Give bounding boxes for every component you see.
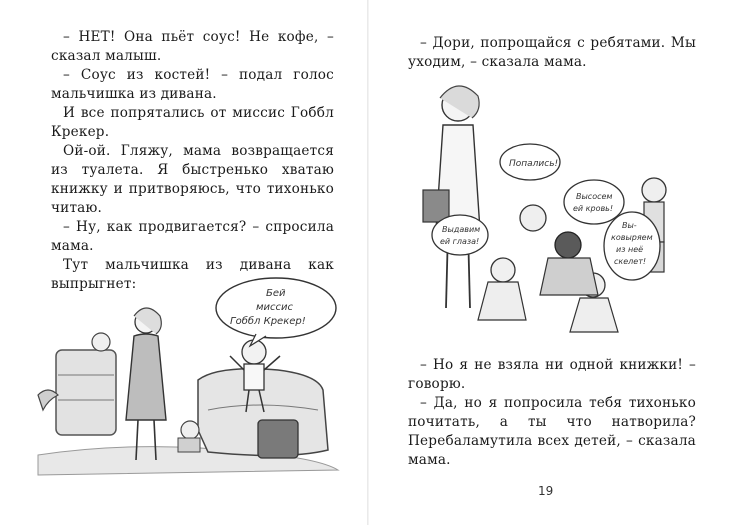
right-page	[368, 0, 736, 525]
left-page-text	[51, 28, 334, 294]
girl-head	[642, 178, 666, 202]
mom-body	[126, 334, 166, 420]
bubble-text: Гоббл Крекер!	[230, 316, 306, 327]
paragraph: И все попрятались от миссис Гоббл Крекер.	[51, 105, 334, 140]
bubble-text: миссис	[256, 302, 294, 313]
dragon-tail	[38, 390, 58, 410]
paragraph: Тут мальчишка из дивана как выпрыгнет:	[51, 257, 334, 292]
kids-illustration	[408, 70, 708, 350]
kid-head	[491, 258, 515, 282]
bubble-text: скелет!	[614, 257, 647, 266]
boy-body	[244, 364, 264, 390]
paragraph: – Да, но я попросила тебя тихонько почитать, а ты что натворила? Перебаламутила всех детей, – сказала мама.	[408, 395, 696, 468]
mom-bag	[423, 190, 449, 222]
bubble-text: ей глаза!	[440, 237, 480, 246]
right-page-text-bottom	[408, 356, 696, 470]
right-page-text-top	[408, 34, 696, 72]
suitcase	[258, 420, 298, 458]
bubble-text: Вы-	[622, 221, 637, 230]
speech-bubble	[564, 180, 624, 224]
speech-bubble	[432, 215, 488, 255]
kid-head	[520, 205, 546, 231]
couch-back	[56, 350, 116, 435]
girl-head	[181, 421, 199, 439]
paragraph: – Ну, как продвигается? – спросила мама.	[51, 219, 334, 254]
living-room-illustration	[18, 270, 348, 480]
paragraph: – Дори, попрощайся с ребятами. Мы уходим, – сказала мама.	[408, 35, 696, 70]
paragraph: – НЕТ! Она пьёт соус! Не кофе, – сказал малыш.	[51, 29, 334, 64]
bubble-text: Попались!	[509, 159, 559, 169]
bubble-text: ковыряем	[611, 233, 653, 242]
kid-head	[92, 333, 110, 351]
kid-head	[555, 232, 581, 258]
paragraph: – Соус из костей! – подал голос мальчишка из дивана.	[51, 67, 334, 102]
page-number: 19	[538, 484, 554, 498]
bubble-text: Высосем	[576, 192, 613, 201]
paragraph: Ой-ой. Гляжу, мама возвращается из туалета. Я быстренько хватаю книжку и притворяюсь, что тихонько читаю.	[51, 143, 334, 216]
bubble-text: из неё	[616, 245, 644, 254]
bubble-text: Бей	[266, 288, 286, 299]
bubble-text: ей кровь!	[573, 204, 614, 213]
book	[178, 438, 200, 452]
paragraph: – Но я не взяла ни одной книжки! – говорю.	[408, 357, 696, 392]
bubble-text: Выдавим	[442, 225, 481, 234]
